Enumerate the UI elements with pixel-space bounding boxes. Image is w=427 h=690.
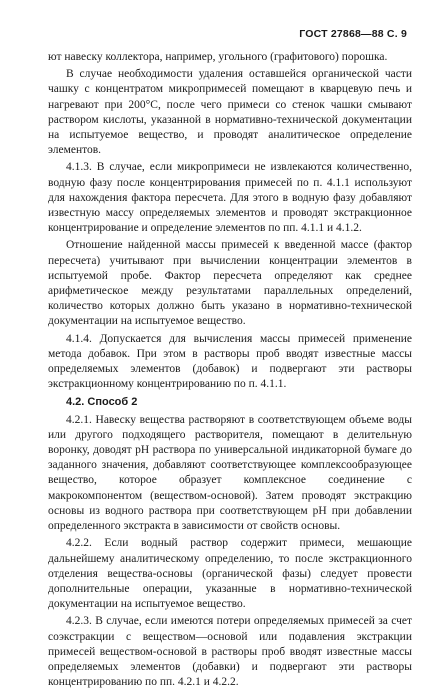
paragraph-4-2-3: 4.2.3. В случае, если имеются потери определяемых примесей за счет соэкстракции с веществом—основой или подавления экстракции примесей веществом-основой в растворы проб вводят известные массы определяемых элементов (добавки) и подвергают эти растворы концентрированию по пп. 4.2.1 и 4.2.2. [48,615,412,689]
section-heading-4-2: 4.2. Способ 2 [66,396,138,409]
page-header: ГОСТ 27868—88 С. 9 [299,28,407,40]
paragraph-conversion-factor: Отношение найденной массы примесей к введенной массе (фактор пересчета) учитывают при вычислении концентрации элементов в испытуемой пробе. Фактор пересчета определяют как среднее арифметическое между результатами параллельных определений, количество которых должно быть указано в нормативно-технической документации на испытуемое вещество. [48,239,412,328]
paragraph-4-1-3: 4.1.3. В случае, если микропримеси не извлекаются количественно, водную фазу после концентрирования примесей по п. 4.1.1 используют для нахождения фактора пересчета. Для этого в водную фазу добавляют известную массу определяемых элементов и проводят экстракционное концентрирование и определение элементов по пп. 4.1.1 и 4.1.2. [48,161,412,235]
paragraph-4-2-1: 4.2.1. Навеску вещества растворяют в соответствующем объеме воды или другого подходящего растворителя, помещают в делительную воронку, доводят рН раствора по универсальной индикаторной бумаге до заданного значения, добавляют соответствующее комплексообразующее вещество, которое образует комплексное соединение с макрокомпонентом (веществом-основой). Затем проводят экстракцию основы из водного раствора при соответствующем рН при добавлении определенного экстракта в зависимости от свойств основы. [48,413,412,533]
paragraph-continuation: ют навеску коллектора, например, угольного (графитового) порошка. [48,51,388,63]
document-body [48,50,412,690]
paragraph-organic-removal: В случае необходимости удаления оставшейся органической части чашку с концентратом микропримесей помещают в кварцевую печь и нагревают при 200°С, после чего примеси со стенок чашки смывают раствором кислоты, указанной в нормативно-технической документации на испытуемое вещество, и проводят аналитическое определение элементов. [48,68,412,157]
paragraph-4-1-4: 4.1.4. Допускается для вычисления массы примесей применение метода добавок. При этом в растворы проб вводят известные массы определяемых элементов (добавок) и подвергают эти растворы экстракционному концентрированию по п. 4.1.1. [48,332,412,391]
paragraph-4-2-2: 4.2.2. Если водный раствор содержит примеси, мешающие дальнейшему аналитическому определению, то после экстракционного отделения вещества-основы (органической фазы) следует провести дополнительные операции, указанные в нормативно-технической документации на испытуемое вещество. [48,537,412,611]
